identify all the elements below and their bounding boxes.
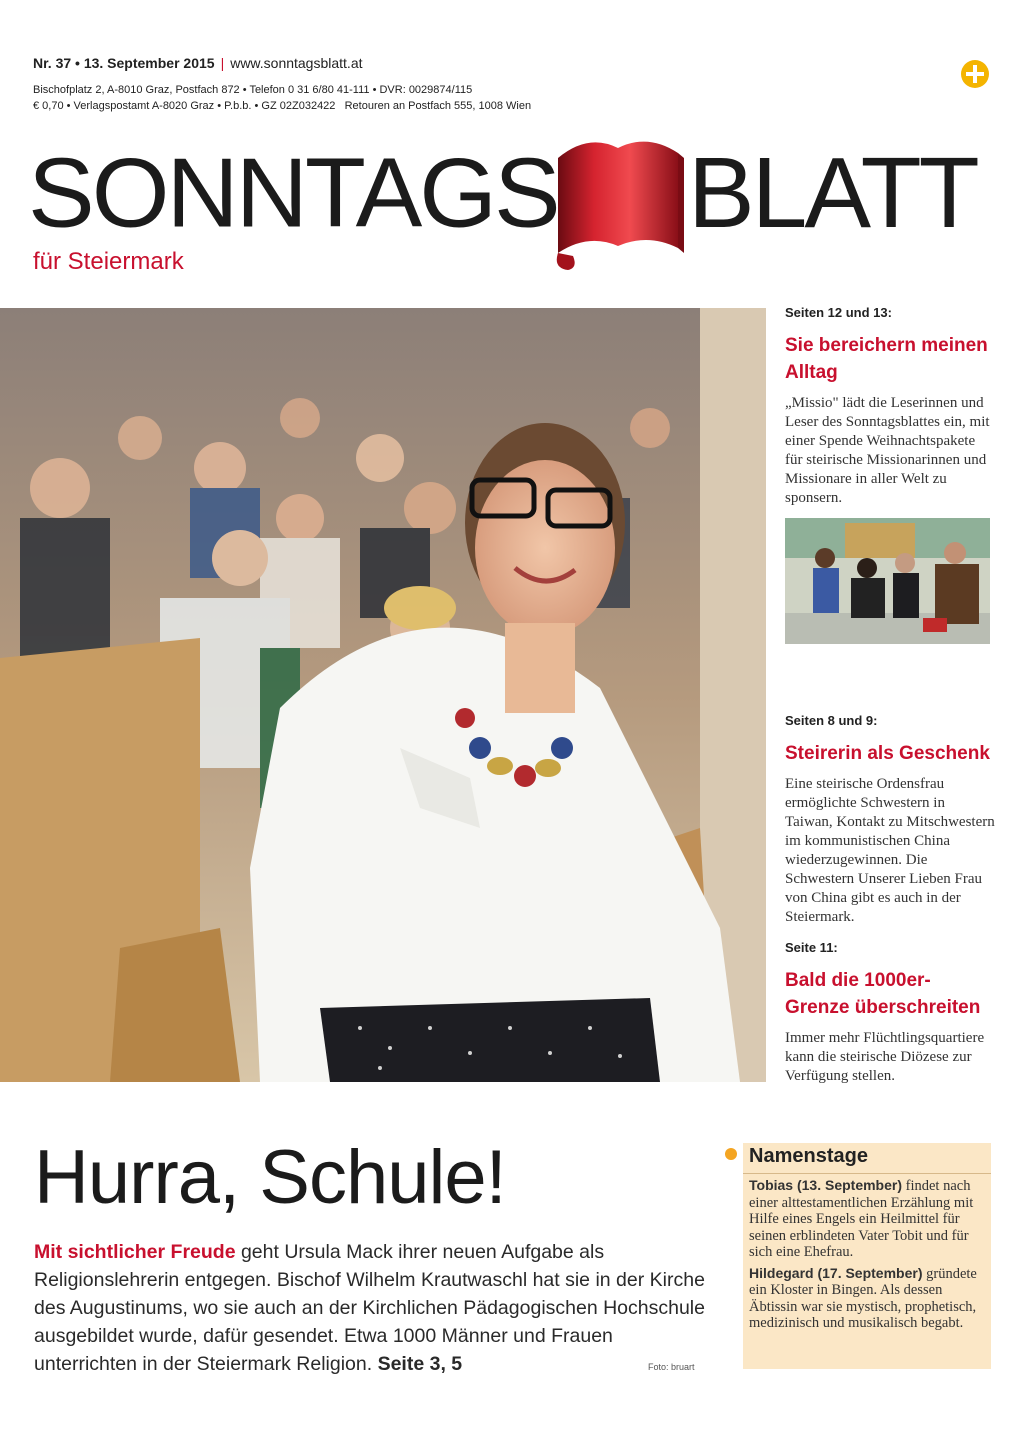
namenstage-entry: [749, 1265, 989, 1332]
teaser-3[interactable]: [785, 940, 995, 1086]
lead-page-ref[interactable]: Seite 3, 5: [377, 1353, 463, 1375]
masthead-left: SONNTAGS: [28, 138, 558, 248]
teaser-2-headline[interactable]: Steirerin als Geschenk: [785, 743, 990, 764]
teaser-2[interactable]: [785, 713, 995, 927]
teaser-1-text: „Missio" lädt die Leserinnen und Leser des Sonntagsblattes ein, mit einer Spende Weihnachtspakete für steirische Missionarinnen und Missionare in aller Welt zu sponsern.: [785, 395, 990, 506]
lead-paragraph: [34, 1238, 714, 1378]
divider: [743, 1173, 991, 1174]
address-line-2: € 0,70 • Verlagspostamt A-8020 Graz • P.b.b. • GZ 02Z032422 Retouren an Postfach 555, 1008 Wien: [33, 100, 532, 112]
main-headline: Hurra, Schule!: [34, 1135, 506, 1220]
namenstage-entry: [749, 1177, 989, 1261]
separator: |: [220, 55, 225, 71]
masthead-subtitle: für Steiermark: [33, 248, 184, 275]
teaser-1-photo: [785, 518, 990, 644]
namenstage-body: [749, 1177, 989, 1336]
entry-text: gründete ein Kloster in Bingen. Als dessen Äbtissin war sie mystisch, prophetisch, medizinisch und musikalisch begabt.: [749, 1265, 977, 1331]
entry-text: findet nach einer alttestamentlichen Erzählung mit Hilfe eines Engels ein Heilmittel für seinen erblindeten Vater Tobit und für sich eine Ehefrau.: [749, 1178, 974, 1260]
masthead-right: BLATT: [688, 137, 977, 249]
teaser-1-headline[interactable]: Sie bereichern meinen Alltag: [785, 335, 988, 383]
teaser-3-text: Immer mehr Flüchtlingsquartiere kann die steirische Diözese zur Verfügung stellen.: [785, 1030, 985, 1084]
issue-number: Nr. 37 • 13. September 2015: [33, 55, 215, 71]
bullet-icon: [725, 1148, 737, 1160]
teaser-2-text: Eine steirische Ordensfrau ermöglichte Schwestern in Taiwan, Kontakt zu Mitschwestern im kommunistischen China wiederzugewinnen. Die Schwestern Unserer Lieben Frau von China gibt es auch in der Steiermark.: [785, 776, 995, 925]
teaser-3-kicker: Seite 11:: [785, 940, 838, 955]
address-block: [33, 82, 531, 114]
teaser-1[interactable]: [785, 305, 995, 508]
issue-line: [33, 55, 363, 71]
lead-highlight: Mit sichtlicher Freude: [34, 1241, 236, 1263]
photo-credit: Foto: bruart: [648, 1362, 695, 1372]
website-link[interactable]: www.sonntagsblatt.at: [230, 55, 363, 71]
entry-name: Hildegard (17. September): [749, 1264, 923, 1281]
teaser-1-kicker: Seiten 12 und 13:: [785, 305, 892, 320]
cover-photo: [0, 308, 766, 1082]
book-logo-icon: [548, 128, 688, 278]
address-line-1: Bischofplatz 2, A-8010 Graz, Postfach 872 • Telefon 0 31 6/80 41-111 • DVR: 0029874/115: [33, 84, 473, 96]
namenstage-title: Namenstage: [749, 1145, 868, 1167]
church-cross-icon: [961, 60, 989, 88]
entry-name: Tobias (13. September): [749, 1177, 903, 1193]
teaser-3-headline[interactable]: Bald die 1000er-Grenze überschreiten: [785, 970, 981, 1018]
lead-text: geht Ursula Mack ihrer neuen Aufgabe als Religionslehrerin entgegen. Bischof Wilhelm Krautwaschl hat sie in der Kirche des Augustinums, wo sie auch an der Kirchlichen Pädagogischen Hochschule ausgebildet wurde, dafür gesendet. Etwa 1000 Männer und Frauen unterrichten in der Steiermark Religion.: [34, 1241, 705, 1375]
teaser-2-kicker: Seiten 8 und 9:: [785, 713, 878, 728]
